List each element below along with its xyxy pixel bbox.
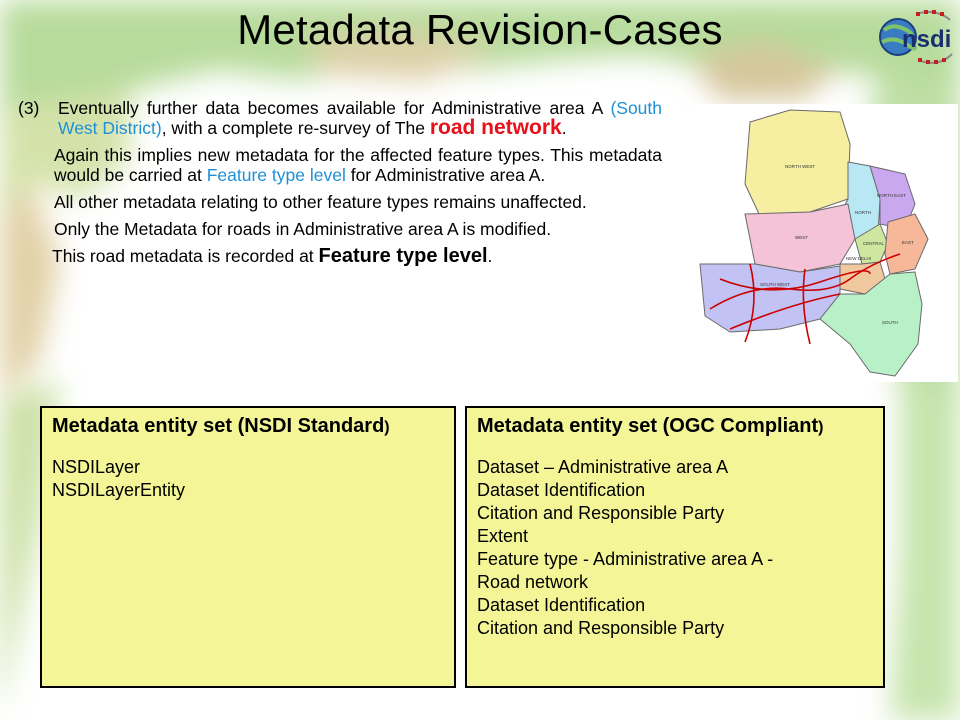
ogc-item: Dataset Identification <box>477 595 646 615</box>
delhi-district-map <box>690 104 958 382</box>
paragraph-number: (3) <box>18 98 40 118</box>
paragraph-unaffected: All other metadata relating to other feature types remains unaffected. <box>54 192 587 212</box>
nsdi-box-title <box>52 414 444 440</box>
ogc-metadata-box <box>465 406 885 688</box>
paragraph-text: Eventually further data becomes available for Administrative area A <box>58 98 611 118</box>
road-network-highlight: road network <box>429 116 562 139</box>
map-label-new-delhi: NEW DELHI <box>846 256 872 261</box>
paragraph-text: for Administrative area A. <box>345 165 546 185</box>
ogc-item: Citation and Responsible Party <box>477 618 725 638</box>
paragraph-text: . <box>487 246 493 266</box>
map-label-north: NORTH <box>855 210 871 215</box>
map-label-north-east: NORTH EAST <box>877 193 906 198</box>
nsdi-item: NSDILayer <box>52 457 141 477</box>
box-title-text: Metadata entity set (NSDI Standard <box>52 415 385 437</box>
map-label-east: EAST <box>902 240 914 245</box>
feature-type-level-bold: Feature type level <box>318 245 488 267</box>
svg-text:nsdi: nsdi <box>902 26 952 53</box>
map-label-south-west: SOUTH WEST <box>760 282 790 287</box>
ogc-item: Citation and Responsible Party <box>477 503 725 523</box>
slide-title: Metadata Revision-Cases <box>237 6 723 53</box>
map-label-south: SOUTH <box>882 320 898 325</box>
nsdi-metadata-box <box>40 406 456 688</box>
slide-body <box>18 98 662 273</box>
ogc-item: Feature type - Administrative area A - <box>477 549 774 569</box>
feature-type-highlight: Feature type level <box>206 165 346 185</box>
paragraph-text: , with a complete re-survey of The <box>161 118 430 138</box>
ogc-item: Road network <box>477 572 589 592</box>
ogc-item: Extent <box>477 526 529 546</box>
ogc-item: Dataset Identification <box>477 480 646 500</box>
map-label-west: WEST <box>795 235 808 240</box>
box-title-paren: ) <box>384 419 390 436</box>
map-label-central: CENTRAL <box>863 241 885 246</box>
paragraph-text: Again this implies new metadata for the affected feature types. This metadata would be carried at <box>54 145 662 185</box>
box-title-text: Metadata entity set (OGC Compliant <box>477 415 819 437</box>
nsdi-logo <box>876 6 956 68</box>
nsdi-item: NSDILayerEntity <box>52 480 186 500</box>
ogc-item: Dataset – Administrative area A <box>477 457 729 477</box>
box-title-paren: ) <box>818 419 824 436</box>
district-highlight: (South West District) <box>58 98 662 138</box>
paragraph-text: This road metadata is recorded at <box>52 246 319 266</box>
ogc-box-title <box>477 414 873 440</box>
paragraph-modified: Only the Metadata for roads in Administrative area A is modified. <box>54 219 552 239</box>
paragraph-new-metadata <box>18 145 662 185</box>
map-label-north-west: NORTH WEST <box>785 164 816 169</box>
paragraph-text: . <box>561 118 567 138</box>
paragraph-recorded-level <box>18 246 662 266</box>
paragraph-case-3 <box>18 98 662 138</box>
map-district-north-west <box>745 110 850 216</box>
